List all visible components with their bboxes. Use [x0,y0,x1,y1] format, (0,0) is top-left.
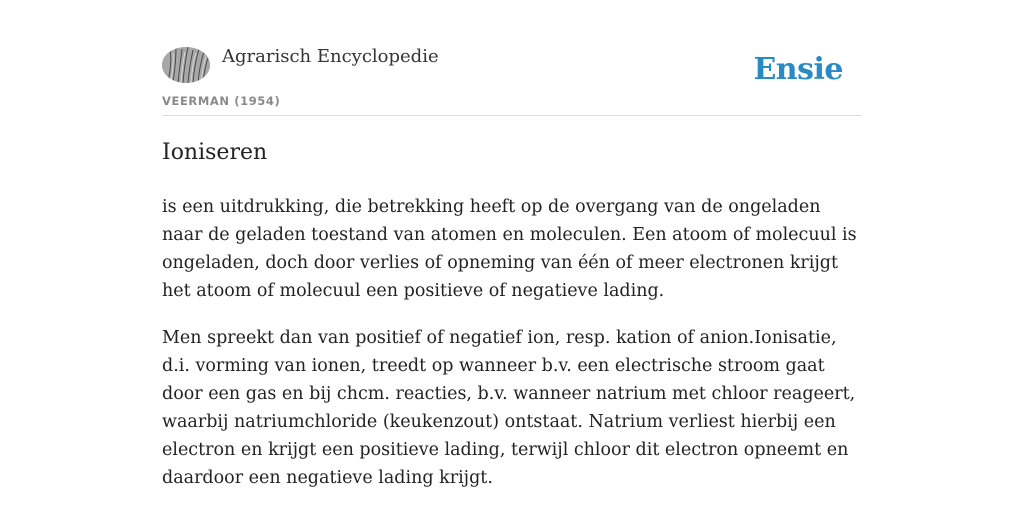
wheat-engraving-icon [162,47,210,83]
source-thumbnail[interactable] [162,47,210,83]
header-divider [162,115,862,116]
source-header [162,46,862,116]
entry-paragraph: Men spreekt dan van positief of negatief ion, resp. kation of anion.Ionisatie, d.i. vorming van ionen, treedt op wanneer b.v. een electrische stroom gaat door een gas en bij chcm. reacties, b.v. wanneer natrium met chloor reageert, waarbij natriumchloride (keukenzout) ontstaat. Natrium verliest hierbij een electron en krijgt een positieve lading, terwijl chloor dit electron opneemt en daardoor een negatieve lading krijgt. [162,328,856,488]
source-title[interactable]: Agrarisch Encyclopedie [222,46,439,67]
entry-body [162,193,862,511]
source-byline: VEERMAN (1954) [162,94,281,108]
entry-title: Ioniseren [162,140,268,165]
ensie-logo[interactable]: Ensie [753,52,843,87]
entry-paragraph: is een uitdrukking, die betrekking heeft op de overgang van de ongeladen naar de geladen toestand van atomen en moleculen. Een atoom of molecuul is ongeladen, doch door verlies of opneming van één of meer electronen krijgt het atoom of molecuul een positieve of negatieve lading. [162,197,857,301]
